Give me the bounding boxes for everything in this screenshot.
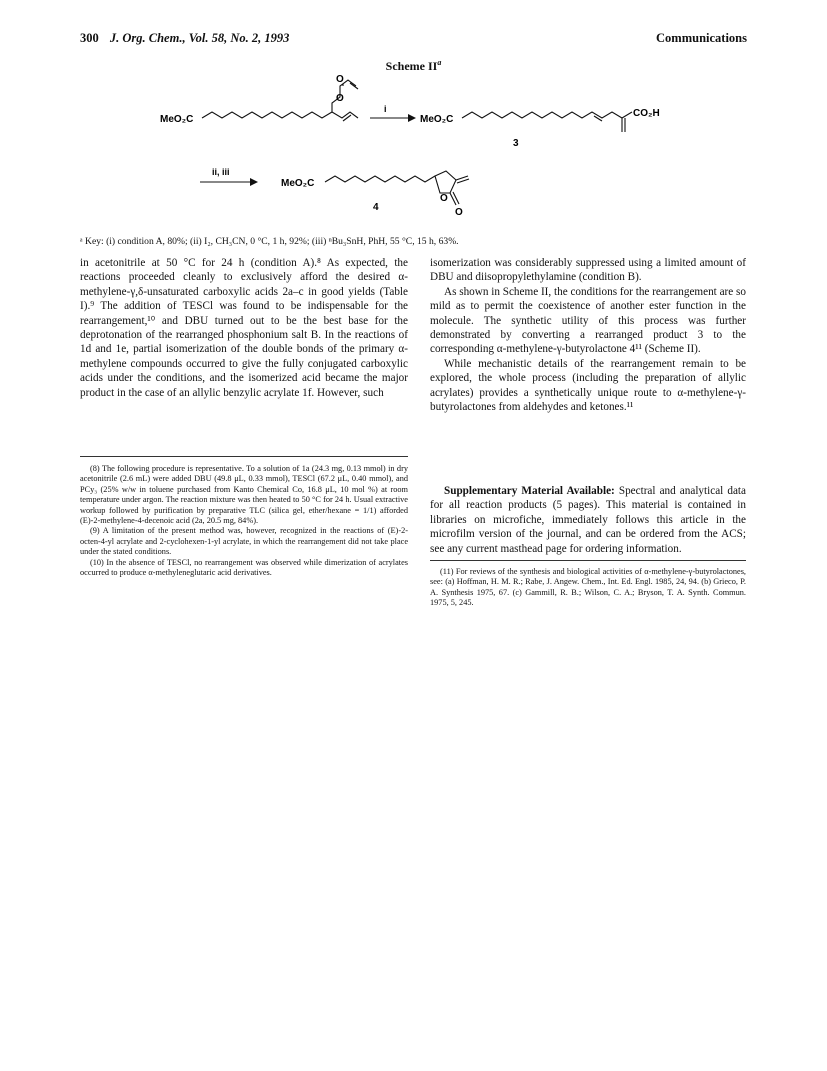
start-chain: [202, 112, 332, 118]
right-paragraph-2: As shown in Scheme II, the conditions for the rearrangement are so mild as to permit the coexistence of another ester function in the molecule. The synthetic utility of this process was further demonstrated by converting a rearranged product 3 to the corresponding α-methylene-γ-butyrolactone 4¹¹ (Scheme II).: [430, 285, 746, 356]
product3-meo2c-label: MeO₂C: [420, 114, 454, 125]
start-carbonyl-oxygen: O: [336, 74, 344, 85]
reaction-scheme: [0, 0, 827, 236]
reagent-i: i: [384, 104, 387, 114]
product4-meo2c-label: MeO₂C: [281, 178, 315, 189]
scheme-title-text: Scheme II: [385, 59, 438, 73]
footnote-11: (11) For reviews of the synthesis and biological activities of α-methylene-γ-butyrolactones, see: (a) Hoffman, H. M. R.; Rabe, J. Angew. Chem., Int. Ed. Engl. 1985, 24, 94. (b) Grieco, P. A. Synthesis 1975, 67. (c) Gammill, R. B.; Wilson, C. A.; Bryson, T. A. Synth. Commun. 1975, 5, 245.: [430, 567, 746, 608]
product4-chain: [325, 176, 435, 182]
compound-4-label: 4: [373, 202, 379, 213]
page-number: 300: [80, 31, 99, 45]
compound-3-label: 3: [513, 138, 519, 149]
start-ester-oxygen: O: [336, 93, 344, 104]
footnote-8: (8) The following procedure is representative. To a solution of 1a (24.3 mg, 0.13 mmol) in dry acetonitrile (2.6 mL) were added DBU (49.8 μL, 0.33 mmol), TESCl (67.2 μL, 0.40 mmol), and PCy₃ (25% w/w in toluene purchased from Kanto Chemical Co, 16.8 μL, 10 mol %) at room temperature under argon. The reaction mixture was then heated to 50 °C for 24 h. Usual extractive workup followed by purification by preparative TLC (silica gel, ether/hexane = 1/1) afforded (E)-2-methylene-4-decenoic acid (2a, 20.5 mg, 84%).: [80, 464, 408, 526]
right-column: [430, 256, 746, 414]
left-column: [80, 256, 408, 400]
start-vinyl: [332, 112, 358, 118]
footnote-10: (10) In the absence of TESCl, no rearrangement was observed while dimerization of acrylates occurred to produce α-methyleneglutaric acid derivatives.: [80, 557, 408, 578]
left-footnotes: [80, 464, 408, 578]
lactone-ring-oxygen: O: [440, 193, 448, 204]
left-paragraph: in acetonitrile at 50 °C for 24 h (condition A).⁸ As expected, the reactions proceeded cleanly to exclusively afford the desired α-methylene-γ,δ-unsaturated carboxylic acids 2a–c in good yields (Table I).⁹ The addition of TESCl was found to be indispensable for the rearrangement,¹⁰ and DBU turned out to be the best base for the deprotonation of the rearranged phosphonium salt B. In the reactions of 1d and 1e, partial isomerization of the double bonds of the primary α-methylene compounds occurred to give the fully conjugated carboxylic acids under the conditions, and the isomerized acid became the major product in the case of an allylic benzylic acrylate 1f. However, such: [80, 257, 408, 399]
right-footnote-rule: [430, 560, 746, 561]
scheme-title-mark: a: [437, 58, 442, 67]
right-paragraph-3: While mechanistic details of the rearrangement remain to be explored, the whole process (including the preparation of allylic acrylates) provides a synthetically unique route to α-methylene-γ-butyrolactones from aldehydes and ketones.¹¹: [430, 357, 746, 414]
product3-co2h-label: CO₂H: [633, 108, 660, 119]
left-footnote-rule: [80, 456, 408, 457]
journal-citation: J. Org. Chem., Vol. 58, No. 2, 1993: [109, 31, 290, 45]
supp-heading: Supplementary Material Available:: [444, 485, 615, 497]
scheme-footnote: ᵃ Key: (i) condition A, 80%; (ii) I₂, CH₃CN, 0 °C, 1 h, 92%; (iii) ⁿBu₃SnH, PhH, 55 °C, 15 h, 63%.: [80, 236, 459, 247]
section-label: Communications: [656, 31, 747, 45]
lactone-ring: [435, 171, 456, 193]
start-meo2c-label: MeO₂C: [160, 114, 194, 125]
lactone-carbonyl-oxygen: O: [455, 207, 463, 218]
right-paragraph-1: isomerization was considerably suppressed using a limited amount of DBU and diisopropylethylamine (condition B).: [430, 257, 746, 284]
product3-chain: [462, 112, 622, 118]
reagent-ii-iii: ii, iii: [212, 167, 230, 177]
footnote-9: (9) A limitation of the present method was, however, recognized in the reactions of (E)-2-octen-4-yl acrylate and 2-cyclohexen-1-yl acrylate, in which the rearrangement did not take place under the stated conditions.: [80, 526, 408, 557]
supp-text: Spectral and analytical data for all reaction products (5 pages). This material is contained in libraries on microfiche, immediately follows this article in the microfilm version of the journal, and can be ordered from the ACS; see any current masthead page for ordering information.: [430, 485, 746, 555]
supplementary-material: [430, 484, 746, 556]
right-footnotes: [430, 567, 746, 609]
